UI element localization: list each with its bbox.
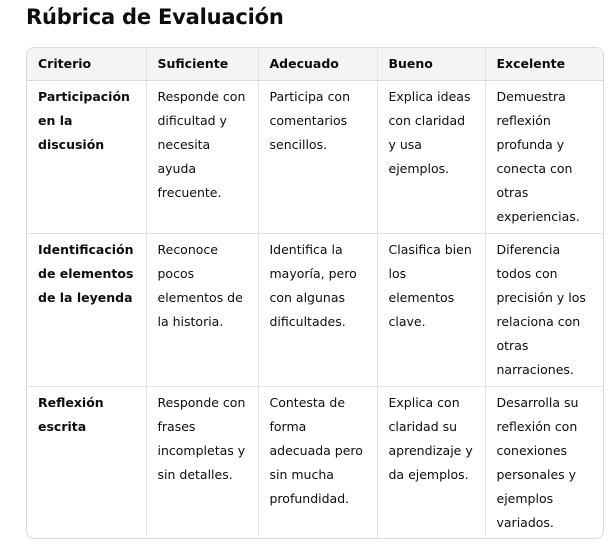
header-criterio: Criterio <box>27 48 146 80</box>
table-row <box>27 386 604 539</box>
criterion-cell: Reflexión escrita <box>27 386 146 539</box>
rubric-table-container <box>26 47 604 539</box>
table-cell: Explica ideas con claridad y usa ejemplos. <box>377 80 485 233</box>
page-title: Rúbrica de Evaluación <box>26 5 284 29</box>
table-cell: Desarrolla su reflexión con conexiones personales y ejemplos variados. <box>496 394 579 530</box>
table-cell: Diferencia todos con precisión y los relaciona con otras narraciones. <box>485 233 604 386</box>
table-cell: Responde con frases incompletas y sin detalles. <box>146 386 258 539</box>
table-cell: Responde con dificultad y necesita ayuda frecuente. <box>146 80 258 233</box>
table-cell: Identifica la mayoría, pero con algunas dificultades. <box>258 233 377 386</box>
header-suficiente: Suficiente <box>146 48 258 80</box>
table-cell: Explica con claridad su aprendizaje y da ejemplos. <box>377 386 485 539</box>
table-cell: Contesta de forma adecuada pero sin mucha profundidad. <box>258 386 377 539</box>
criterion-cell: Participación en la discusión <box>27 80 146 233</box>
table-cell: Reconoce pocos elementos de la historia. <box>146 233 258 386</box>
header-bueno: Bueno <box>377 48 485 80</box>
table-row <box>27 233 604 386</box>
table-cell: Demuestra reflexión profunda y conecta con otras experiencias. <box>485 80 604 233</box>
criterion-cell: Identificación de elementos de la leyenda <box>27 233 146 386</box>
table-cell: Participa con comentarios sencillos. <box>258 80 377 233</box>
table-header-row <box>27 48 604 80</box>
table-row <box>27 80 604 233</box>
table-cell: Clasifica bien los elementos clave. <box>377 233 485 386</box>
header-excelente: Excelente <box>485 48 604 80</box>
header-adecuado: Adecuado <box>258 48 377 80</box>
rubric-table <box>27 48 604 539</box>
